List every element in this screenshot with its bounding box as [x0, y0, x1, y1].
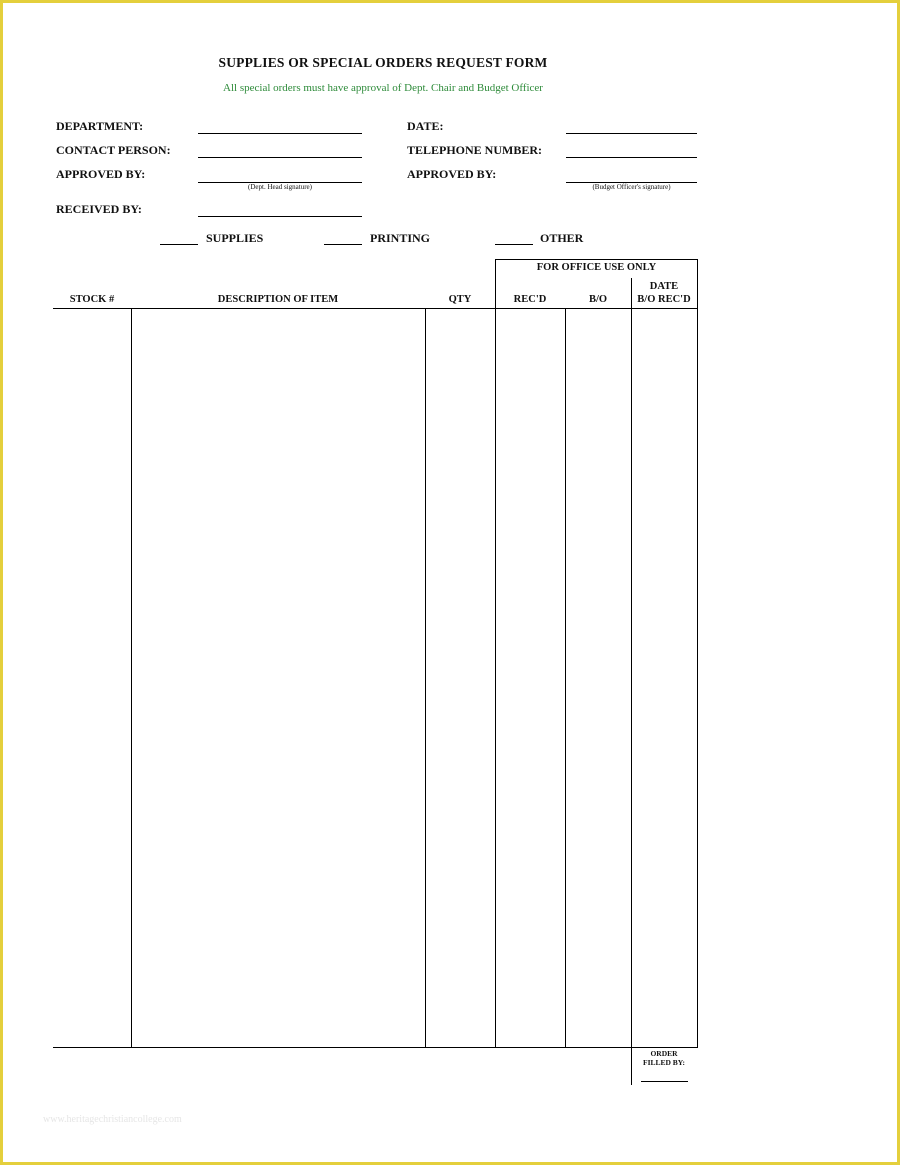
recd-header: REC'D — [513, 294, 547, 305]
date-column-left-border — [631, 278, 632, 1047]
date-field[interactable] — [566, 133, 697, 134]
department-field[interactable] — [198, 133, 362, 134]
other-check-line[interactable] — [495, 244, 533, 245]
order-filled-field[interactable] — [641, 1081, 688, 1082]
received-by-field[interactable] — [198, 216, 362, 217]
bo-column-border — [565, 308, 566, 1047]
table-bottom-rule — [53, 1047, 698, 1048]
supplies-label: SUPPLIES — [206, 231, 264, 245]
dept-head-note: (Dept. Head signature) — [248, 183, 312, 191]
date-header-line2: B/O REC'D — [637, 294, 691, 305]
date-label: DATE: — [407, 119, 444, 133]
printing-check-line[interactable] — [324, 244, 362, 245]
form-title: SUPPLIES OR SPECIAL ORDERS REQUEST FORM — [218, 55, 548, 70]
contact-person-field[interactable] — [198, 157, 362, 158]
other-label: OTHER — [540, 231, 584, 245]
office-use-header: FOR OFFICE USE ONLY — [536, 262, 657, 273]
office-use-top-border — [495, 259, 698, 260]
form-subtitle: All special orders must have approval of Dept. Chair and Budget Officer — [223, 82, 543, 94]
table-header-rule — [53, 308, 698, 309]
printing-label: PRINTING — [370, 231, 431, 245]
order-filled-line2: FILLED BY: — [642, 1058, 686, 1067]
recd-left-border — [495, 259, 496, 1047]
order-filled-divider — [631, 1047, 632, 1085]
contact-person-label: CONTACT PERSON: — [56, 143, 171, 157]
stock-header: STOCK # — [69, 294, 115, 305]
description-column-border — [425, 308, 426, 1047]
telephone-field[interactable] — [566, 157, 697, 158]
table-right-border — [697, 259, 698, 1047]
qty-header: QTY — [448, 294, 472, 305]
bo-header: B/O — [588, 294, 608, 305]
stock-column-border — [131, 308, 132, 1047]
watermark: www.heritagechristiancollege.com — [43, 1114, 182, 1125]
department-label: DEPARTMENT: — [56, 119, 144, 133]
telephone-label: TELEPHONE NUMBER: — [407, 143, 543, 157]
supplies-check-line[interactable] — [160, 244, 198, 245]
approved-by-left-label: APPROVED BY: — [56, 167, 146, 181]
date-header-line1: DATE — [649, 281, 679, 292]
approved-by-right-label: APPROVED BY: — [407, 167, 497, 181]
received-by-label: RECEIVED BY: — [56, 202, 142, 216]
order-filled-line1: ORDER — [650, 1049, 678, 1058]
description-header: DESCRIPTION OF ITEM — [217, 294, 339, 305]
budget-officer-note: (Budget Officer's signature) — [592, 183, 671, 191]
